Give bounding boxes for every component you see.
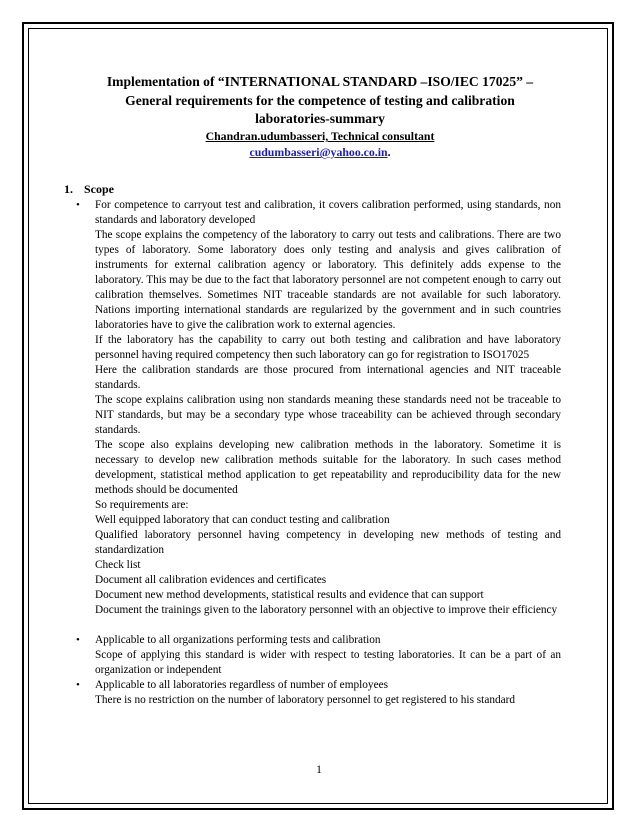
paragraph: Check list [95, 559, 141, 571]
author-line: Chandran.udumbasseri, Technical consultant [205, 129, 435, 143]
document-title [70, 73, 570, 129]
title-line: General requirements for the competence of testing and calibration [125, 92, 515, 108]
spacer [95, 618, 561, 633]
bullet-item [76, 678, 561, 708]
section-heading [64, 181, 114, 197]
paragraph: Qualified laboratory personnel having competency in developing new methods of testing and standardization [95, 529, 561, 556]
paragraph: Well equipped laboratory that can conduct testing and calibration [95, 514, 390, 526]
section-content [76, 198, 561, 708]
bullet-icon: • [76, 634, 80, 646]
paragraph: Scope of applying this standard is wider with respect to testing laboratories. It can be a part of an organization or independent [95, 649, 561, 676]
bullet-icon: • [76, 679, 80, 691]
paragraph: There is no restriction on the number of laboratory personnel to get registered to his standard [95, 694, 516, 706]
email-link[interactable]: cudumbasseri@yahoo.co.in [249, 145, 388, 159]
section-number: 1. [64, 182, 73, 196]
email-suffix: . [387, 145, 391, 159]
paragraph: Document new method developments, statistical results and evidence that can support [95, 589, 484, 601]
bullet-lead: Applicable to all laboratories regardless of number of employees [95, 679, 388, 691]
bullet-item [76, 633, 561, 678]
paragraph: If the laboratory has the capability to carry out both testing and calibration and have laboratory personnel having required competency then such laboratory can go for registration to ISO17025 [95, 334, 561, 361]
title-line: Implementation of “INTERNATIONAL STANDARD –ISO/IEC 17025” – [106, 74, 534, 89]
paragraph: So requirements are: [95, 499, 189, 511]
paragraph: The scope explains calibration using non standards meaning these standards need not be traceable to NIT standards, but may be a secondary type whose traceability can be achieved through secondary standards. [95, 394, 561, 436]
bullet-lead: Applicable to all organizations performing tests and calibration [95, 634, 381, 646]
paragraph: Document the trainings given to the laboratory personnel with an objective to improve their efficiency [95, 604, 558, 616]
title-line: laboratories-summary [255, 111, 385, 126]
page-number: 1 [316, 764, 322, 776]
section-title: Scope [84, 182, 114, 196]
paragraph: Document all calibration evidences and certificates [95, 574, 327, 586]
paragraph: The scope also explains developing new calibration methods in the laboratory. Sometime it is necessary to develop new calibration methods suitable for the laboratory. In such cases method development, statistical method application to get repeatability and reproducibility data for the new methods should be documented [95, 439, 561, 496]
paragraph: Here the calibration standards are those procured from international agencies and NIT traceable standards. [95, 364, 561, 391]
bullet-item [76, 198, 561, 618]
email-line [70, 144, 570, 160]
paragraph: The scope explains the competency of the laboratory to carry out tests and calibrations. There are two types of laboratory. Some laboratory does only testing and analysis and gives calibration of instruments for external calibration agency or laboratory. This definitely adds expense to the laboratory. This may be due to the fact that laboratory personnel are not competent enough to carry out calibration themselves. Sometimes NIT traceable standards are not available for such laboratory. Nations importing international standards are regularized by the government and in such countries laboratories have to give the calibration work to external agencies. [95, 229, 561, 331]
bullet-lead: For competence to carryout test and calibration, it covers calibration performed, using standards, non standards and laboratory developed [95, 199, 561, 226]
bullet-icon: • [76, 199, 80, 211]
